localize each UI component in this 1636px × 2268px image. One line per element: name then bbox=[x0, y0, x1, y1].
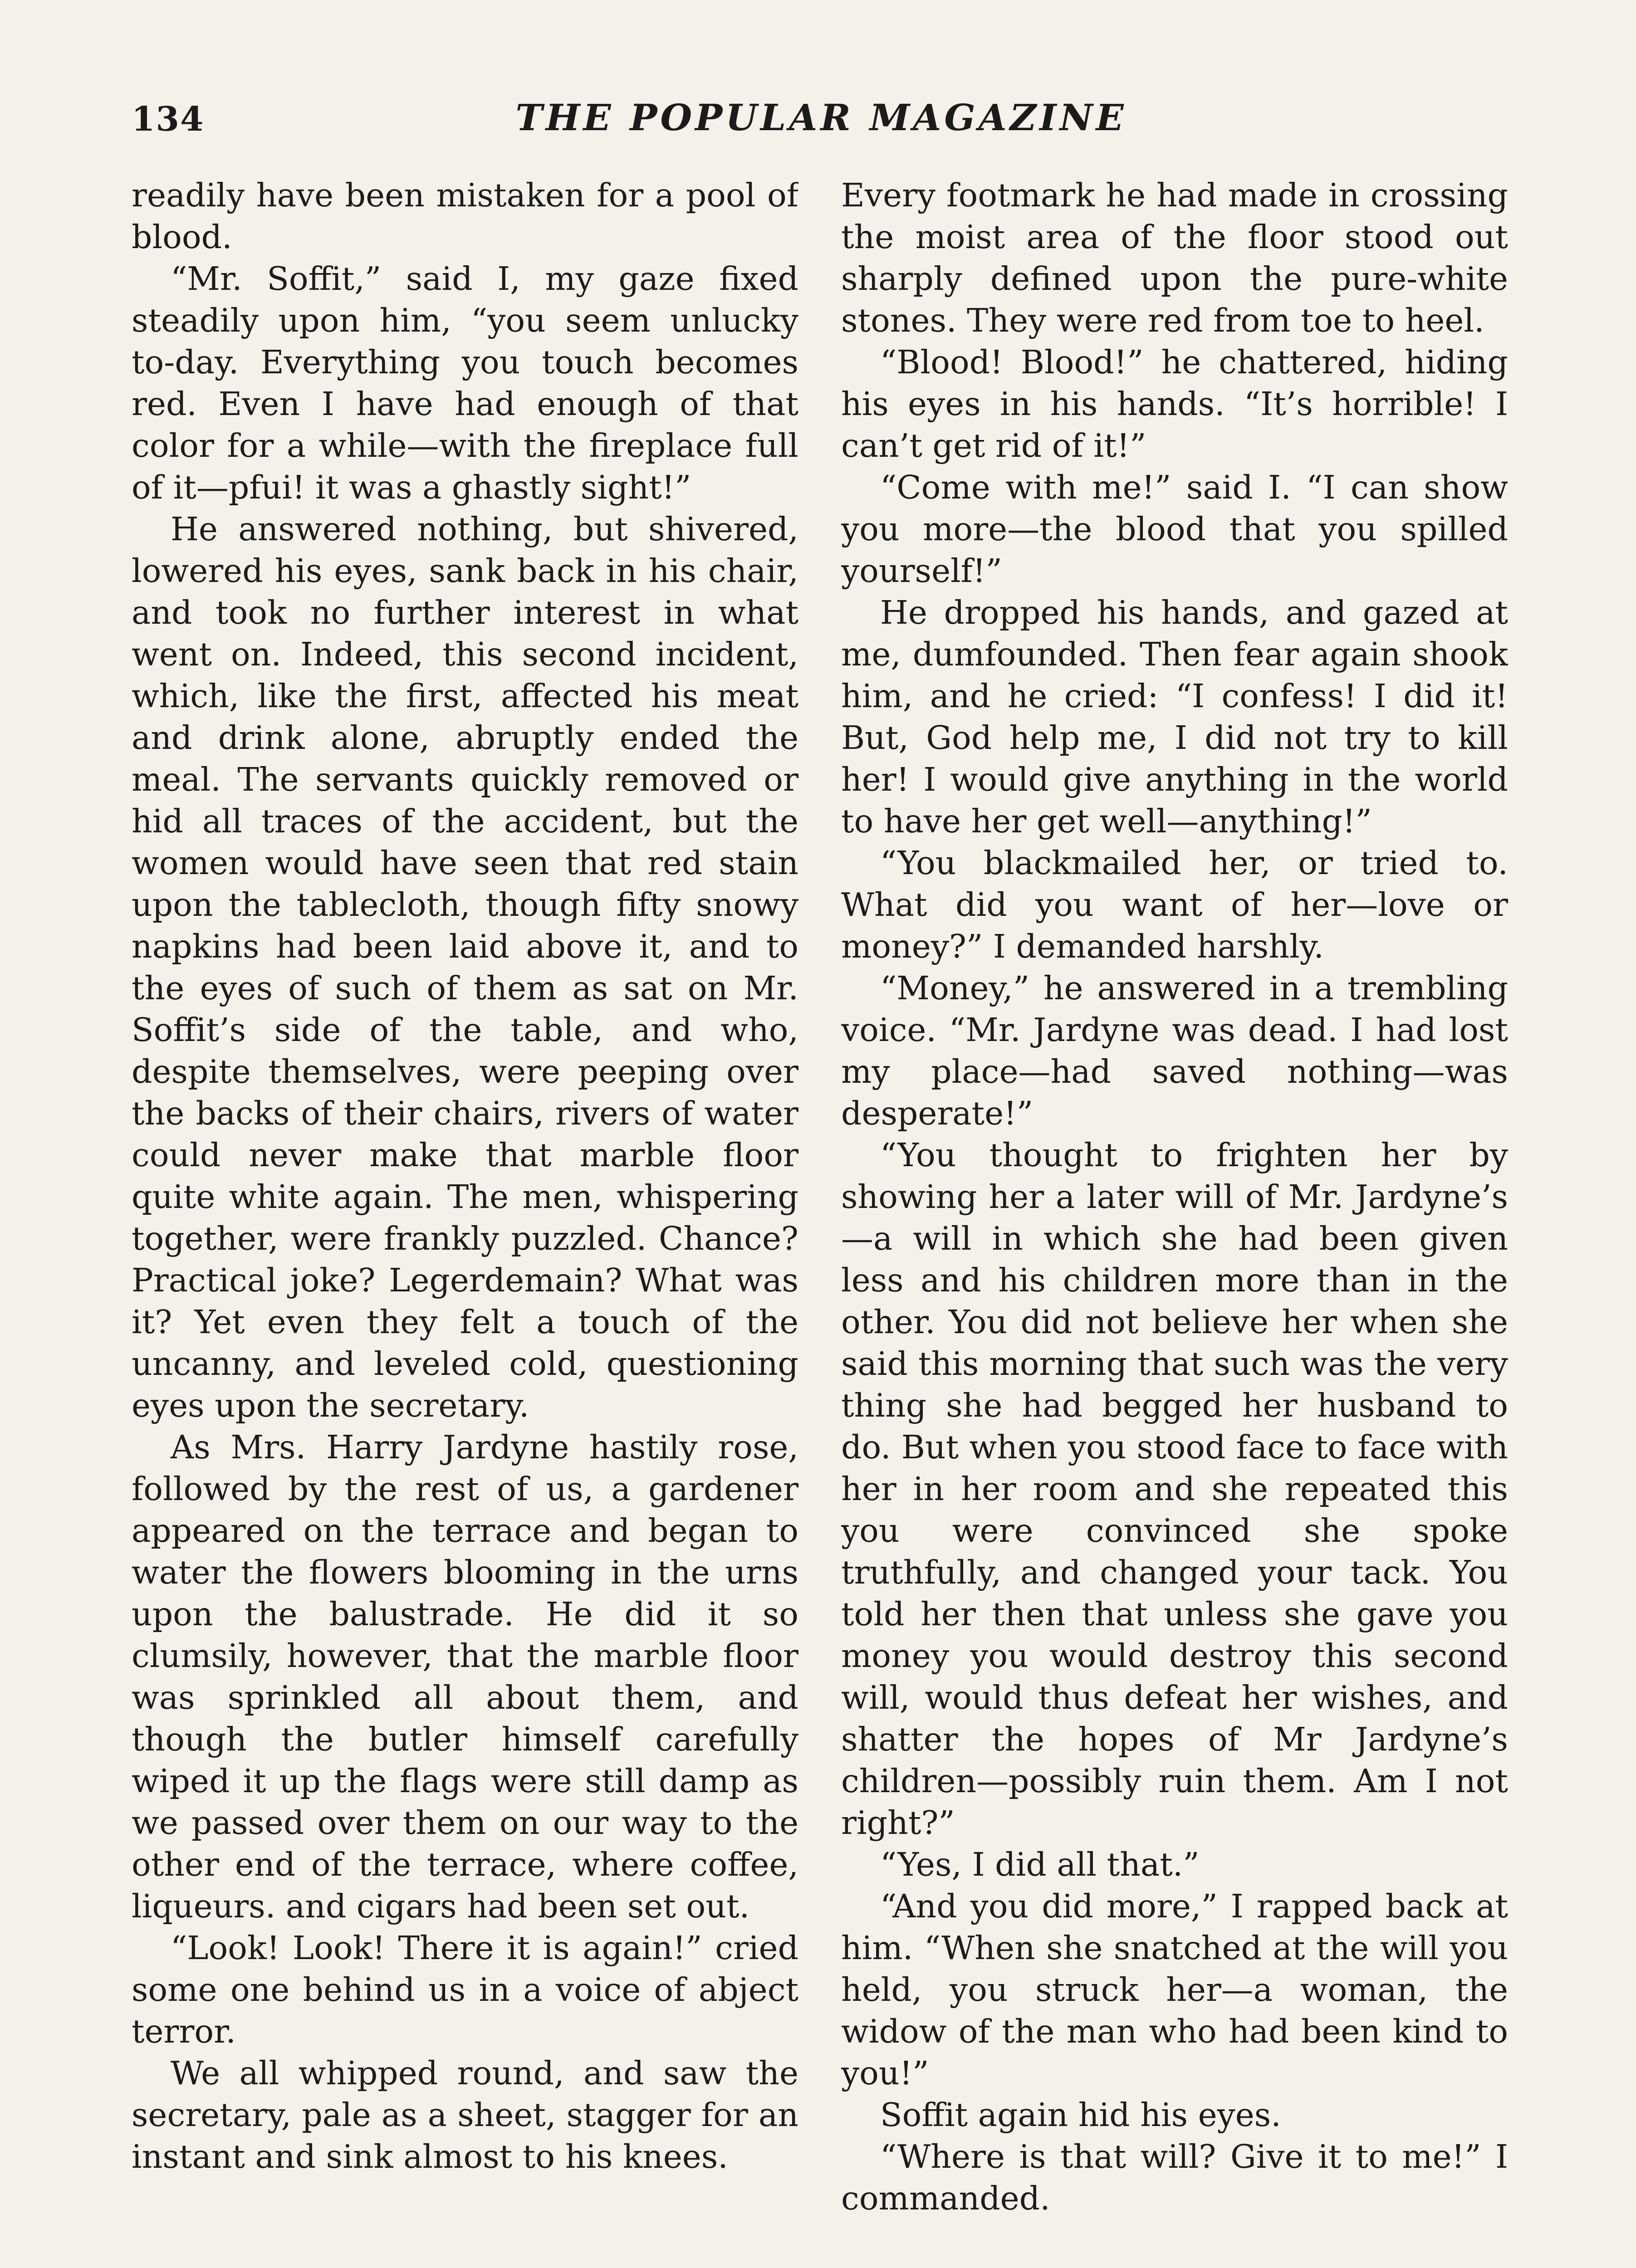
paragraph: Every footmark he had made in crossing the moist area of the floor stood out sharply defined upon the pure-white stones. They were red from toe to heel. bbox=[841, 176, 1508, 339]
paragraph: “Mr. Soffit,” said I, my gaze fixed steadily upon him, “you seem unlucky to-day. Everything you touch becomes red. Even I have had enough of that color for a while—with the fireplace full of it—pfui! it was a ghastly sight!” bbox=[132, 260, 798, 506]
left-column bbox=[132, 175, 798, 2268]
paragraph: “You thought to frighten her by showing her a later will of Mr. Jardyne’s—a will in which she had been given less and his children more than in the other. You did not believe her when she said this morning that such was the very thing she had begged her husband to do. But when you stood face to face with her in her room and she repeated this you were convinced she spoke truthfully, and changed your tack. You told her then that unless she gave you money you would destroy this second will, would thus defeat her wishes, and shatter the hopes of Mr Jardyne’s children—possibly ruin them. Am I not right?” bbox=[841, 1136, 1508, 1842]
right-column bbox=[841, 175, 1508, 2268]
paragraph: “Come with me!” said I. “I can show you more—the blood that you spilled yourself!” bbox=[841, 469, 1508, 590]
paragraph: readily have been mistaken for a pool of blood. bbox=[132, 176, 798, 256]
paragraph: He dropped his hands, and gazed at me, dumfounded. Then fear again shook him, and he cried: “I confess! I did it! But, God help me, I did not try to kill her! I would give anything in the world to have her get well—anything!” bbox=[841, 594, 1508, 840]
paragraph: “Where is that will? Give it to me!” I commanded. bbox=[841, 2138, 1508, 2217]
paragraph: “Money,” he answered in a trembling voice. “Mr. Jardyne was dead. I had lost my place—had saved nothing—was desperate!” bbox=[841, 969, 1508, 1132]
paragraph: “Yes, I did all that.” bbox=[880, 1846, 1200, 1883]
paragraph: “Look! Look! There it is again!” cried some one behind us in a voice of abject terror. bbox=[132, 1929, 798, 2050]
paragraph: As Mrs. Harry Jardyne hastily rose, followed by the rest of us, a gardener appeared on the terrace and began to water the flowers blooming in the urns upon the balustrade. He did it so clumsily, however, that the marble floor was sprinkled all about them, and though the butler himself carefully wiped it up the flags were still damp as we passed over them on our way to the other end of the terrace, where coffee, liqueurs. and cigars had been set out. bbox=[132, 1428, 798, 1925]
running-title: THE POPULAR MAGAZINE bbox=[515, 96, 1127, 139]
paragraph: He answered nothing, but shivered, lowered his eyes, sank back in his chair, and took no further interest in what went on. Indeed, this second incident, which, like the first, affected his meat and drink alone, abruptly ended the meal. The servants quickly removed or hid all traces of the accident, but the women would have seen that red stain upon the tablecloth, though fifty snowy napkins had been laid above it, and to the eyes of such of them as sat on Mr. Soffit’s side of the table, and who, despite themselves, were peeping over the backs of their chairs, rivers of water could never make that marble floor quite white again. The men, whispering together, were frankly puzzled. Chance? Practical joke? Legerdemain? What was it? Yet even they felt a touch of the uncanny, and leveled cold, questioning eyes upon the secretary. bbox=[132, 510, 798, 1424]
paragraph: “You blackmailed her, or tried to. What did you want of her—love or money?” I demanded harshly. bbox=[841, 844, 1508, 965]
paragraph: We all whipped round, and saw the secretary, pale as a sheet, stagger for an instant and sink almost to his knees. bbox=[132, 2054, 798, 2175]
paragraph: “Blood! Blood!” he chattered, hiding his eyes in his hands. “It’s horrible! I can’t get rid of it!” bbox=[841, 343, 1508, 464]
paragraph: Soffit again hid his eyes. bbox=[880, 2096, 1281, 2134]
paragraph: “And you did more,” I rapped back at him. “When she snatched at the will you held, you struck her—a woman, the widow of the man who had been kind to you!” bbox=[841, 1887, 1508, 2092]
page-number: 134 bbox=[132, 100, 205, 139]
page-header bbox=[132, 96, 1511, 155]
